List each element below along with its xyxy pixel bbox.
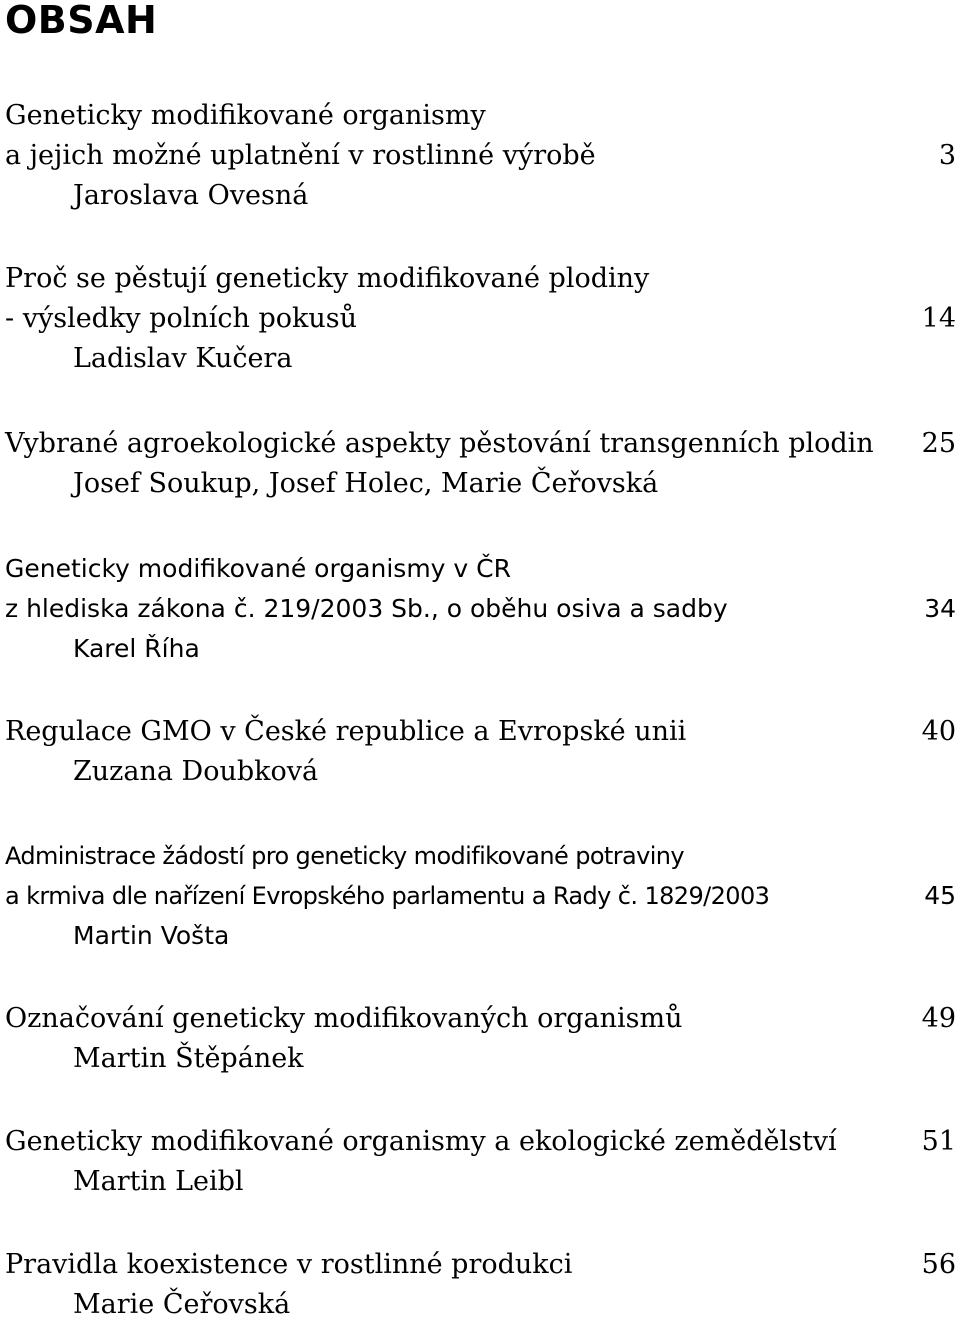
toc-entry[interactable] — [0, 1245, 960, 1325]
toc-entry[interactable] — [0, 549, 960, 669]
page-number: 49 — [921, 1003, 956, 1034]
toc-entry[interactable] — [0, 96, 960, 216]
page-number: 25 — [921, 428, 956, 459]
entry-author: Ladislav Kučera — [73, 343, 293, 374]
entry-title-line: Vybrané agroekologické aspekty pěstování transgenních plodin — [5, 428, 874, 459]
entry-title-line: Geneticky modifikované organismy v ČR — [5, 554, 511, 583]
entry-title-line: - výsledky polních pokusů — [5, 303, 357, 334]
entry-title-line: Geneticky modifikované organismy a ekologické zemědělství — [5, 1126, 837, 1157]
page-number: 34 — [924, 594, 956, 623]
entry-author: Marie Čeřovská — [73, 1289, 291, 1320]
entry-author: Zuzana Doubková — [73, 756, 319, 787]
entry-title-line: Pravidla koexistence v rostlinné produkci — [5, 1249, 573, 1280]
toc-entry[interactable] — [0, 259, 960, 379]
page-number: 14 — [921, 303, 956, 334]
toc-entry[interactable] — [0, 1122, 960, 1202]
page-title: OBSAH — [5, 0, 158, 42]
page-number: 3 — [938, 140, 956, 171]
entry-title-line: z hlediska zákona č. 219/2003 Sb., o oběhu osiva a sadby — [5, 594, 728, 623]
entry-author: Karel Říha — [73, 634, 200, 663]
entry-title-line: Administrace žádostí pro geneticky modifikované potraviny — [5, 842, 684, 870]
entry-title-line: Geneticky modifikované organismy — [5, 100, 486, 131]
toc-entry[interactable] — [0, 999, 960, 1079]
entry-title-line: Proč se pěstují geneticky modifikované plodiny — [5, 263, 650, 294]
entry-title-line: a krmiva dle nařízení Evropského parlamentu a Rady č. 1829/2003 — [5, 882, 770, 910]
page-number: 40 — [921, 716, 956, 747]
entry-author: Jaroslava Ovesná — [73, 180, 309, 211]
toc-entry[interactable] — [0, 424, 960, 504]
entry-title-line: Označování geneticky modifikovaných organismů — [5, 1003, 683, 1034]
entry-author: Josef Soukup, Josef Holec, Marie Čeřovská — [73, 468, 659, 499]
page-number: 51 — [921, 1126, 956, 1157]
entry-author: Martin Leibl — [73, 1166, 244, 1197]
page-number: 56 — [921, 1249, 956, 1280]
toc-entry[interactable] — [0, 712, 960, 792]
entry-title-line: a jejich možné uplatnění v rostlinné výrobě — [5, 140, 596, 171]
entry-author: Martin Štěpánek — [73, 1043, 304, 1074]
toc-entry[interactable] — [0, 836, 960, 956]
page-number: 45 — [924, 881, 956, 910]
entry-title-line: Regulace GMO v České republice a Evropské unii — [5, 716, 687, 747]
entry-author: Martin Vošta — [73, 921, 230, 950]
